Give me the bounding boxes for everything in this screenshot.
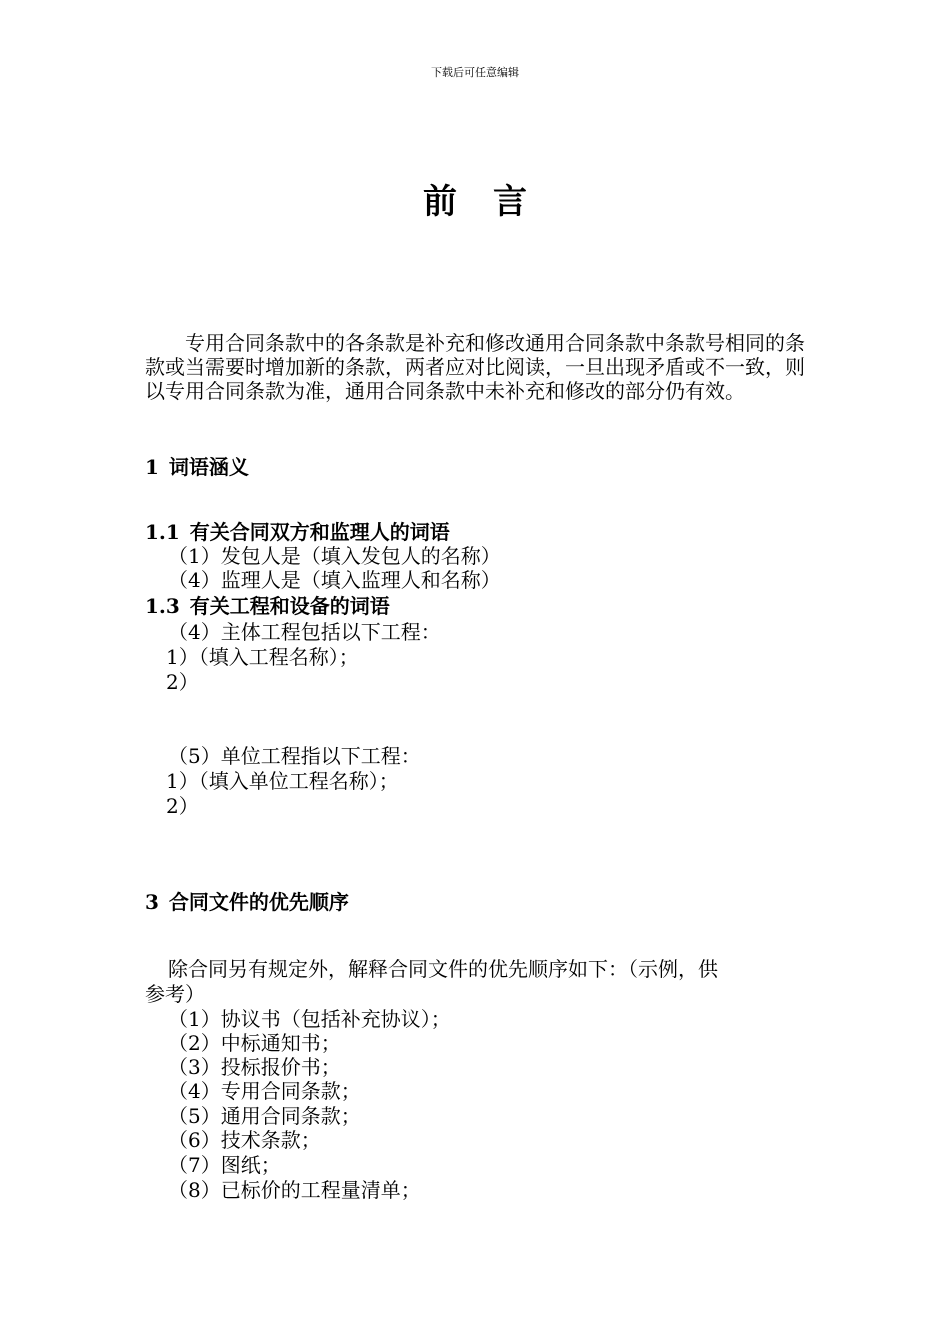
list-subitem: 2） <box>166 670 199 694</box>
priority-item: （2）中标通知书； <box>168 1031 341 1055</box>
page-header: 下载后可任意编辑 <box>431 66 519 79</box>
priority-item: （1）协议书（包括补充协议）； <box>168 1007 451 1031</box>
section-title: 合同文件的优先顺序 <box>168 890 349 914</box>
subsection-number: 1.1 <box>145 520 180 544</box>
list-item: （5）单位工程指以下工程： <box>168 744 421 768</box>
subsection-title: 有关工程和设备的词语 <box>189 594 390 618</box>
section-3-intro-line-1: 除合同另有规定外，解释合同文件的优先顺序如下：（示例，供 <box>168 957 718 981</box>
priority-item: （3）投标报价书； <box>168 1055 341 1079</box>
document-title: 前言 <box>423 182 563 222</box>
list-item: （1）发包人是（填入发包人的名称） <box>168 544 501 568</box>
subsection-1-1-heading <box>145 520 450 544</box>
subsection-title: 有关合同双方和监理人的词语 <box>189 520 450 544</box>
priority-item: （4）专用合同条款； <box>168 1079 361 1103</box>
list-item: （4）主体工程包括以下工程： <box>168 620 441 644</box>
section-3-intro-line-2: 参考） <box>145 982 205 1006</box>
list-subitem: 1）（填入工程名称）； <box>166 645 359 669</box>
preface-paragraph: 专用合同条款中的各条款是补充和修改通用合同条款中条款号相同的条款或当需要时增加新的条款，两者应对比阅读，一旦出现矛盾或不一致，则以专用合同条款为准，通用合同条款中未补充和修改的部分仍有效。 <box>145 331 805 403</box>
section-number: 3 <box>145 890 159 914</box>
list-item: （4）监理人是（填入监理人和名称） <box>168 568 501 592</box>
preface-section <box>145 331 805 403</box>
section-1-heading <box>145 455 249 479</box>
list-subitem: 2） <box>166 794 199 818</box>
subsection-1-3-heading <box>145 594 390 618</box>
list-subitem: 1）（填入单位工程名称）； <box>166 769 399 793</box>
section-number: 1 <box>145 455 159 479</box>
priority-item: （5）通用合同条款； <box>168 1104 361 1128</box>
subsection-number: 1.3 <box>145 594 180 618</box>
priority-item: （7）图纸； <box>168 1153 281 1177</box>
section-title: 词语涵义 <box>168 455 249 479</box>
priority-item: （8）已标价的工程量清单； <box>168 1178 421 1202</box>
priority-item: （6）技术条款； <box>168 1128 321 1152</box>
section-3-heading <box>145 890 349 914</box>
